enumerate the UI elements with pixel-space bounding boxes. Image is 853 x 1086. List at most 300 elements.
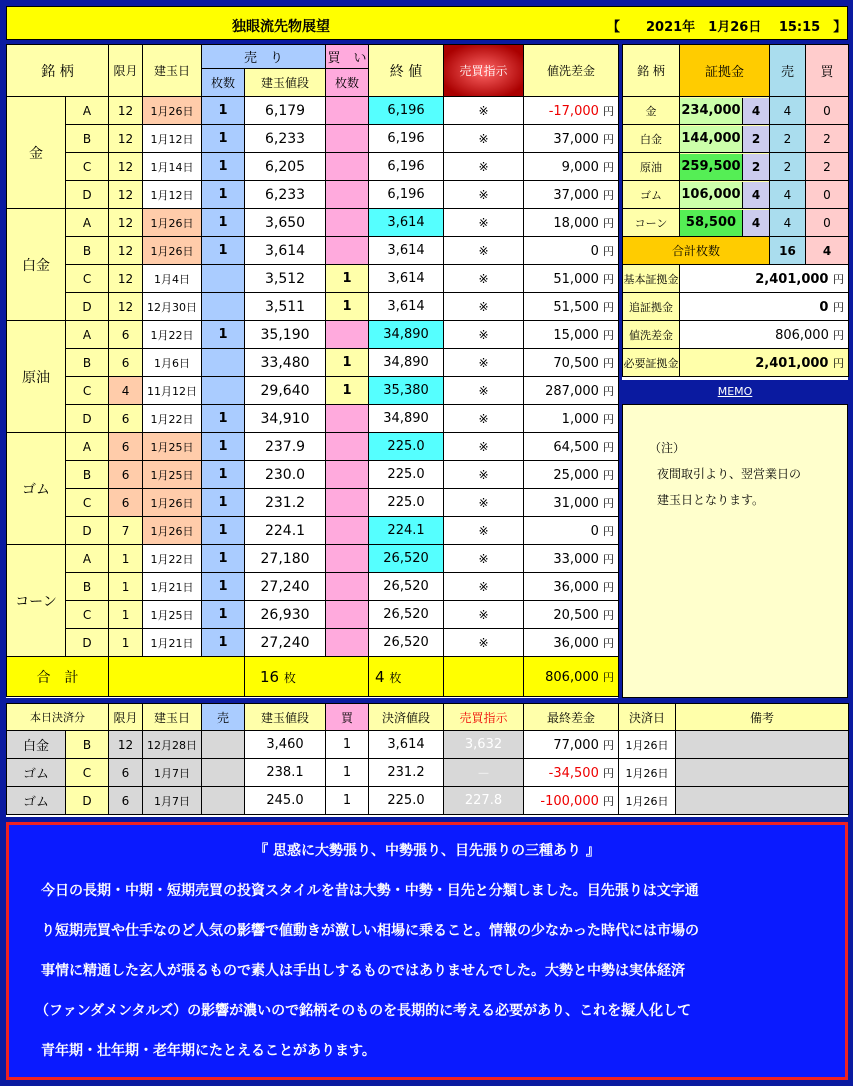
row-sagaku-value: 20,500	[553, 607, 599, 623]
settle-shiji: 3,632	[444, 731, 524, 759]
row-gengetsu: 1	[109, 545, 143, 573]
article-title: 『 思惑に大勢張り、中勢張り、目先張りの三種あり 』	[254, 843, 600, 859]
margin-value-cell	[680, 97, 770, 125]
settle-saishu-value: 77,000	[553, 737, 599, 753]
margin-value-cell	[680, 153, 770, 181]
row-sell: 1	[202, 601, 245, 629]
margin-value: 58,500	[680, 210, 743, 236]
margin-count: 2	[743, 126, 769, 152]
row-owarine: 34,890	[369, 349, 444, 377]
margin-value-wrap	[680, 154, 769, 180]
margin-value-cell	[680, 181, 770, 209]
yen-unit: 円	[603, 384, 615, 398]
row-buy	[326, 461, 369, 489]
row-owarine: 26,520	[369, 545, 444, 573]
margin-value-wrap	[680, 98, 769, 124]
row-buy	[326, 573, 369, 601]
row-shiji: ※	[444, 181, 524, 209]
row-sagaku-value: 0	[590, 523, 599, 539]
row-key: B	[66, 349, 109, 377]
row-shiji: ※	[444, 545, 524, 573]
total-sell: 16	[260, 667, 280, 686]
total-buy: 4	[375, 667, 385, 686]
settle-sell	[202, 731, 245, 759]
yen-unit: 円	[603, 272, 615, 286]
margin-sell: 2	[770, 153, 806, 181]
row-tate-date: 1月22日	[143, 405, 202, 433]
yen-unit: 円	[603, 794, 614, 808]
row-sagaku-value: 36,000	[553, 579, 599, 595]
row-sell: 1	[202, 237, 245, 265]
settle-col-kai: 買	[326, 704, 369, 731]
row-tate-date: 1月25日	[143, 601, 202, 629]
row-buy: 1	[326, 377, 369, 405]
positions-panel	[6, 44, 618, 698]
settle-shiji: －	[444, 759, 524, 787]
position-row	[7, 573, 619, 601]
row-sagaku-value: 1,000	[561, 411, 599, 427]
neara-label: 値洗差金	[623, 321, 680, 349]
position-row	[7, 321, 619, 349]
row-sagaku	[524, 377, 619, 405]
settlement-panel	[6, 703, 848, 817]
row-shiji: ※	[444, 629, 524, 657]
yen-unit: 円	[603, 496, 615, 510]
row-sagaku-value: 0	[590, 243, 599, 259]
settle-col-saishu: 最終差金	[524, 704, 619, 731]
settle-col-gengetsu: 限月	[109, 704, 143, 731]
position-row	[7, 209, 619, 237]
margin-row	[623, 153, 849, 181]
settle-key: B	[66, 731, 109, 759]
row-sell: 1	[202, 405, 245, 433]
row-sell	[202, 349, 245, 377]
yen-unit: 円	[603, 356, 615, 370]
row-sagaku-value: 36,000	[553, 635, 599, 651]
row-tate-nedan: 230.0	[245, 461, 326, 489]
row-gengetsu: 12	[109, 153, 143, 181]
yen-unit: 円	[603, 468, 615, 482]
settle-kessai-nedan: 225.0	[369, 787, 444, 815]
row-key: B	[66, 125, 109, 153]
row-key: A	[66, 321, 109, 349]
yen-unit: 円	[603, 608, 615, 622]
row-tate-date: 1月14日	[143, 153, 202, 181]
settle-shiji: 227.8	[444, 787, 524, 815]
article-body	[9, 871, 845, 1071]
row-sell: 1	[202, 489, 245, 517]
yen-unit: 円	[603, 160, 615, 174]
row-sell	[202, 293, 245, 321]
yen-unit: 円	[603, 244, 615, 258]
row-owarine: 225.0	[369, 489, 444, 517]
row-sagaku	[524, 293, 619, 321]
row-key: C	[66, 377, 109, 405]
page-title: 独眼流先物展望	[232, 19, 330, 35]
row-buy	[326, 181, 369, 209]
row-owarine: 6,196	[369, 125, 444, 153]
row-tate-nedan: 6,233	[245, 181, 326, 209]
settle-col-shiji: 売買指示	[444, 704, 524, 731]
row-sagaku	[524, 461, 619, 489]
row-owarine: 6,196	[369, 181, 444, 209]
settle-saishu	[524, 731, 619, 759]
row-tate-date: 1月21日	[143, 573, 202, 601]
row-shiji: ※	[444, 405, 524, 433]
row-shiji: ※	[444, 209, 524, 237]
row-tate-nedan: 27,180	[245, 545, 326, 573]
row-buy	[326, 97, 369, 125]
article-box	[6, 822, 848, 1080]
settle-name: 白金	[7, 731, 66, 759]
row-sagaku	[524, 349, 619, 377]
margin-buy: 0	[806, 181, 849, 209]
position-row	[7, 237, 619, 265]
row-sagaku-value: 287,000	[545, 383, 599, 399]
row-key: B	[66, 461, 109, 489]
col-uri: 売 り	[202, 45, 326, 69]
row-tate-nedan: 29,640	[245, 377, 326, 405]
row-sell: 1	[202, 629, 245, 657]
row-shiji: ※	[444, 573, 524, 601]
settle-col-uri: 売	[202, 704, 245, 731]
position-row	[7, 265, 619, 293]
row-sell: 1	[202, 153, 245, 181]
margin-sell: 4	[770, 181, 806, 209]
row-gengetsu: 6	[109, 489, 143, 517]
row-shiji: ※	[444, 433, 524, 461]
margin-count: 4	[743, 182, 769, 208]
position-row	[7, 489, 619, 517]
memo-line-2: 夜間取引より、翌営業日の	[657, 467, 802, 481]
article-line: り短期売買や仕手なのど人気の影響で値動きが激しい相場に乗ること。情報の少なかった時代には市場の	[41, 923, 699, 939]
row-shiji: ※	[444, 265, 524, 293]
row-owarine: 34,890	[369, 405, 444, 433]
yen-unit: 円	[603, 552, 615, 566]
row-tate-nedan: 3,512	[245, 265, 326, 293]
settle-kessai-date: 1月26日	[619, 759, 676, 787]
row-sagaku-value: 37,000	[553, 131, 599, 147]
row-key: D	[66, 405, 109, 433]
yen-unit: 円	[603, 440, 615, 454]
memo-line-3: 建玉日となります。	[657, 493, 765, 507]
row-shiji: ※	[444, 517, 524, 545]
row-shiji: ※	[444, 349, 524, 377]
settle-biko	[676, 787, 849, 815]
row-sagaku-value: 33,000	[553, 551, 599, 567]
row-sagaku	[524, 489, 619, 517]
row-key: D	[66, 293, 109, 321]
margin-value-wrap	[680, 210, 769, 236]
col-kai: 買 い	[326, 45, 369, 69]
position-row	[7, 545, 619, 573]
row-sagaku-value: 64,500	[553, 439, 599, 455]
margin-row	[623, 209, 849, 237]
row-sagaku	[524, 517, 619, 545]
row-sell: 1	[202, 461, 245, 489]
yen-unit: 円	[603, 188, 615, 202]
position-row	[7, 601, 619, 629]
row-gengetsu: 6	[109, 349, 143, 377]
settle-kessai-nedan: 3,614	[369, 731, 444, 759]
position-row	[7, 377, 619, 405]
row-key: C	[66, 153, 109, 181]
row-owarine: 3,614	[369, 265, 444, 293]
row-sagaku-value: 37,000	[553, 187, 599, 203]
row-sagaku-value: 9,000	[561, 159, 599, 175]
margin-sell: 4	[770, 209, 806, 237]
side-col-kai: 買	[806, 45, 849, 97]
row-sagaku-value: 31,000	[553, 495, 599, 511]
settle-col-title: 本日決済分	[7, 704, 109, 731]
row-key: D	[66, 629, 109, 657]
row-tate-date: 1月26日	[143, 489, 202, 517]
row-sagaku	[524, 321, 619, 349]
settle-name: ゴム	[7, 759, 66, 787]
row-sagaku	[524, 97, 619, 125]
margin-row	[623, 125, 849, 153]
row-gengetsu: 7	[109, 517, 143, 545]
row-sagaku	[524, 125, 619, 153]
margin-value: 144,000	[680, 126, 743, 152]
row-owarine: 26,520	[369, 629, 444, 657]
row-buy	[326, 517, 369, 545]
position-row	[7, 293, 619, 321]
row-sagaku	[524, 433, 619, 461]
margin-name: 原油	[623, 153, 680, 181]
col-tate-date: 建玉日	[143, 45, 202, 97]
total-buy-unit: 枚	[389, 670, 402, 685]
row-owarine: 3,614	[369, 293, 444, 321]
yen-unit: 円	[603, 216, 615, 230]
row-sell: 1	[202, 97, 245, 125]
row-tate-nedan: 6,233	[245, 125, 326, 153]
settle-tate-date: 1月7日	[143, 759, 202, 787]
settle-tate-nedan: 238.1	[245, 759, 326, 787]
margin-value-wrap	[680, 126, 769, 152]
row-tate-nedan: 27,240	[245, 573, 326, 601]
row-buy	[326, 405, 369, 433]
row-tate-nedan: 26,930	[245, 601, 326, 629]
position-row	[7, 461, 619, 489]
row-key: B	[66, 237, 109, 265]
row-buy: 1	[326, 293, 369, 321]
col-sagaku: 値洗差金	[524, 45, 619, 97]
row-sagaku-value: -17,000	[548, 103, 599, 119]
margin-sell: 4	[770, 97, 806, 125]
margin-buy: 0	[806, 97, 849, 125]
kihon-value: 2,401,000	[755, 271, 829, 287]
row-gengetsu: 1	[109, 601, 143, 629]
memo-link[interactable]	[622, 380, 848, 404]
row-tate-nedan: 3,650	[245, 209, 326, 237]
settle-tate-date: 12月28日	[143, 731, 202, 759]
tsuika-label: 追証拠金	[623, 293, 680, 321]
row-tate-nedan: 224.1	[245, 517, 326, 545]
position-row	[7, 181, 619, 209]
header-date: 【 2021年 1月26日 15:15 】	[607, 20, 847, 35]
row-tate-nedan: 6,205	[245, 153, 326, 181]
row-sagaku	[524, 153, 619, 181]
settle-col-kessai-nedan: 決済値段	[369, 704, 444, 731]
row-tate-date: 1月22日	[143, 321, 202, 349]
header-bar	[6, 6, 848, 40]
settle-tate-nedan: 245.0	[245, 787, 326, 815]
side-total-sell: 16	[770, 237, 806, 265]
article-line: 今日の長期・中期・短期売買の投資スタイルを昔は大勢・中勢・目先と分類しました。目先張りは文字通	[41, 883, 699, 899]
row-tate-nedan: 34,910	[245, 405, 326, 433]
settle-gengetsu: 6	[109, 787, 143, 815]
group-name: 白金	[7, 209, 66, 321]
row-shiji: ※	[444, 293, 524, 321]
settle-saishu	[524, 759, 619, 787]
row-tate-nedan: 3,614	[245, 237, 326, 265]
memo-line-1: （注）	[649, 441, 686, 455]
neara-value: 806,000	[775, 327, 829, 343]
yen-unit: 円	[603, 132, 615, 146]
yen-unit: 円	[603, 104, 615, 118]
tsuika-value: 0	[819, 299, 829, 315]
settle-name: ゴム	[7, 787, 66, 815]
settle-col-tate-nedan: 建玉値段	[245, 704, 326, 731]
row-owarine: 6,196	[369, 153, 444, 181]
settle-sell	[202, 787, 245, 815]
group-name: コーン	[7, 545, 66, 657]
row-sagaku	[524, 181, 619, 209]
row-sell: 1	[202, 321, 245, 349]
position-row	[7, 433, 619, 461]
kihon-label: 基本証拠金	[623, 265, 680, 293]
row-tate-nedan: 3,511	[245, 293, 326, 321]
row-tate-date: 1月25日	[143, 433, 202, 461]
settle-kessai-date: 1月26日	[619, 731, 676, 759]
row-tate-date: 1月26日	[143, 97, 202, 125]
settle-col-tate-date: 建玉日	[143, 704, 202, 731]
group-name: ゴム	[7, 433, 66, 545]
row-owarine: 225.0	[369, 433, 444, 461]
row-buy	[326, 321, 369, 349]
hitsuyo-label: 必要証拠金	[623, 349, 680, 377]
settle-saishu	[524, 787, 619, 815]
total-sell-unit: 枚	[283, 670, 296, 685]
row-shiji: ※	[444, 125, 524, 153]
settle-kessai-date: 1月26日	[619, 787, 676, 815]
margin-sell: 2	[770, 125, 806, 153]
positions-table: 銘 柄 限月 建玉日 売 り 買 い 終 値 売買指示 値洗差金 枚数 建玉値段 枚数 金 A 12 1月26日 1 6,179 6,196 ※ -17,000 円 B 12 1月12日 1 6,233 6,196 ※ 37,000 円 C 12 1月14日 1 6,205 6,196 ※ 9,000 円 D 12 1月12日 1 6,233 6,196 ※ 37,000 円 白金 A 12 1月26日 1 3,650 3,614 ※ 18,000 円 B 12 1月26日 1 3,614 3,614 ※ 0 円 C 12 1月4日 3,512 1 3,614 ※ 51,000 円 D 12 12月30日 3,511 1 3,614 ※ 51,500 円 原油 A 6 1月22日 1 35,190 34,890 ※ 15,000 円 B 6 1月6日 33,480 1 34,890 ※ 70,500 円 C 4 11月12日 29,640 1 35,380 ※ 287,000 円 D 6 1月22日 1 34,910 34,890 ※ 1,000 円 ゴム A 6 1月25日 1 237.9 225.0 ※ 64,500 円 B 6 1月25日 1 230.0 225.0 ※ 25,000 円 C 6 1月26日 1 231.2 225.0 ※ 31,000 円 D 7 1月26日 1 224.1 224.1 ※ 0 円 コーン A 1 1月22日 1 27,180 26,520 ※ 33,000 円 B 1 1月21日 1 27,240 26,520 ※ 36,000 円 C 1 1月25日 1 26,930 26,520 ※ 20,500 円 D 1 1月21日 1 27,240 26,520 ※ 36,000 円 合 計 16 枚 4 枚 806,000 円	[6, 44, 619, 697]
row-shiji: ※	[444, 97, 524, 125]
position-row	[7, 153, 619, 181]
row-sagaku-value: 18,000	[553, 215, 599, 231]
position-row	[7, 405, 619, 433]
settle-biko	[676, 759, 849, 787]
row-owarine: 34,890	[369, 321, 444, 349]
row-tate-date: 1月21日	[143, 629, 202, 657]
margin-count: 2	[743, 154, 769, 180]
row-owarine: 3,614	[369, 237, 444, 265]
row-tate-date: 1月12日	[143, 125, 202, 153]
row-owarine: 225.0	[369, 461, 444, 489]
row-sell: 1	[202, 125, 245, 153]
memo-link-text[interactable]: MEMO	[717, 385, 753, 398]
settle-key: C	[66, 759, 109, 787]
row-shiji: ※	[444, 461, 524, 489]
settle-sell	[202, 759, 245, 787]
margin-table: 銘 柄 証拠金 売 買 金 234,000 4 4 0 白金 144,000 2 2 2 原油 259,500 2 2 2 ゴム 106,000 4 4 0 コーン 58,500 4 4 0 合計枚数 16 4 基本証拠金 2,401,000 円 追証拠金 0 円 値洗差金 806,000 円 必要証拠金 2,401,000 円	[622, 44, 849, 377]
row-tate-date: 1月6日	[143, 349, 202, 377]
row-buy	[326, 545, 369, 573]
col-tate-nedan: 建玉値段	[245, 69, 326, 97]
row-shiji: ※	[444, 237, 524, 265]
row-gengetsu: 12	[109, 209, 143, 237]
yen-unit: 円	[603, 524, 615, 538]
row-shiji: ※	[444, 153, 524, 181]
col-kai-maisu: 枚数	[326, 69, 369, 97]
row-key: A	[66, 433, 109, 461]
row-tate-date: 1月4日	[143, 265, 202, 293]
row-shiji: ※	[444, 377, 524, 405]
side-col-meigara: 銘 柄	[623, 45, 680, 97]
settle-row	[7, 787, 849, 815]
row-sagaku-value: 51,000	[553, 271, 599, 287]
row-sell	[202, 377, 245, 405]
row-buy: 1	[326, 349, 369, 377]
row-shiji: ※	[444, 321, 524, 349]
yen-unit: 円	[603, 636, 615, 650]
row-sagaku-value: 25,000	[553, 467, 599, 483]
yen-unit: 円	[603, 580, 615, 594]
row-shiji: ※	[444, 489, 524, 517]
row-key: B	[66, 573, 109, 601]
row-sagaku	[524, 209, 619, 237]
yen-unit: 円	[603, 300, 615, 314]
yen-unit: 円	[603, 412, 615, 426]
row-sagaku-value: 15,000	[553, 327, 599, 343]
row-tate-nedan: 6,179	[245, 97, 326, 125]
row-key: A	[66, 209, 109, 237]
total-sum: 806,000	[545, 669, 599, 685]
row-tate-date: 12月30日	[143, 293, 202, 321]
memo-box	[622, 404, 848, 698]
settle-gengetsu: 6	[109, 759, 143, 787]
row-key: D	[66, 517, 109, 545]
row-tate-nedan: 27,240	[245, 629, 326, 657]
settlement-table	[6, 703, 849, 815]
row-tate-date: 11月12日	[143, 377, 202, 405]
row-gengetsu: 12	[109, 181, 143, 209]
margin-value: 234,000	[680, 98, 743, 124]
settle-biko	[676, 731, 849, 759]
margin-value: 106,000	[680, 182, 743, 208]
row-key: C	[66, 489, 109, 517]
row-tate-date: 1月26日	[143, 237, 202, 265]
margin-count: 4	[743, 210, 769, 236]
article-line: 事情に精通した玄人が張るもので素人は手出しするものではありませんでした。大勢と中勢は実体経済	[41, 963, 685, 979]
margin-panel	[622, 44, 848, 698]
margin-name: 白金	[623, 125, 680, 153]
row-sell: 1	[202, 181, 245, 209]
group-name: 金	[7, 97, 66, 209]
settle-tate-date: 1月7日	[143, 787, 202, 815]
row-sell: 1	[202, 517, 245, 545]
margin-row	[623, 97, 849, 125]
row-gengetsu: 6	[109, 461, 143, 489]
article-line: 青年期・壮年期・老年期にたとえることがあります。	[41, 1043, 376, 1059]
settle-saishu-value: -100,000	[540, 793, 599, 809]
row-sagaku	[524, 237, 619, 265]
row-sell: 1	[202, 573, 245, 601]
row-buy	[326, 629, 369, 657]
row-tate-date: 1月22日	[143, 545, 202, 573]
